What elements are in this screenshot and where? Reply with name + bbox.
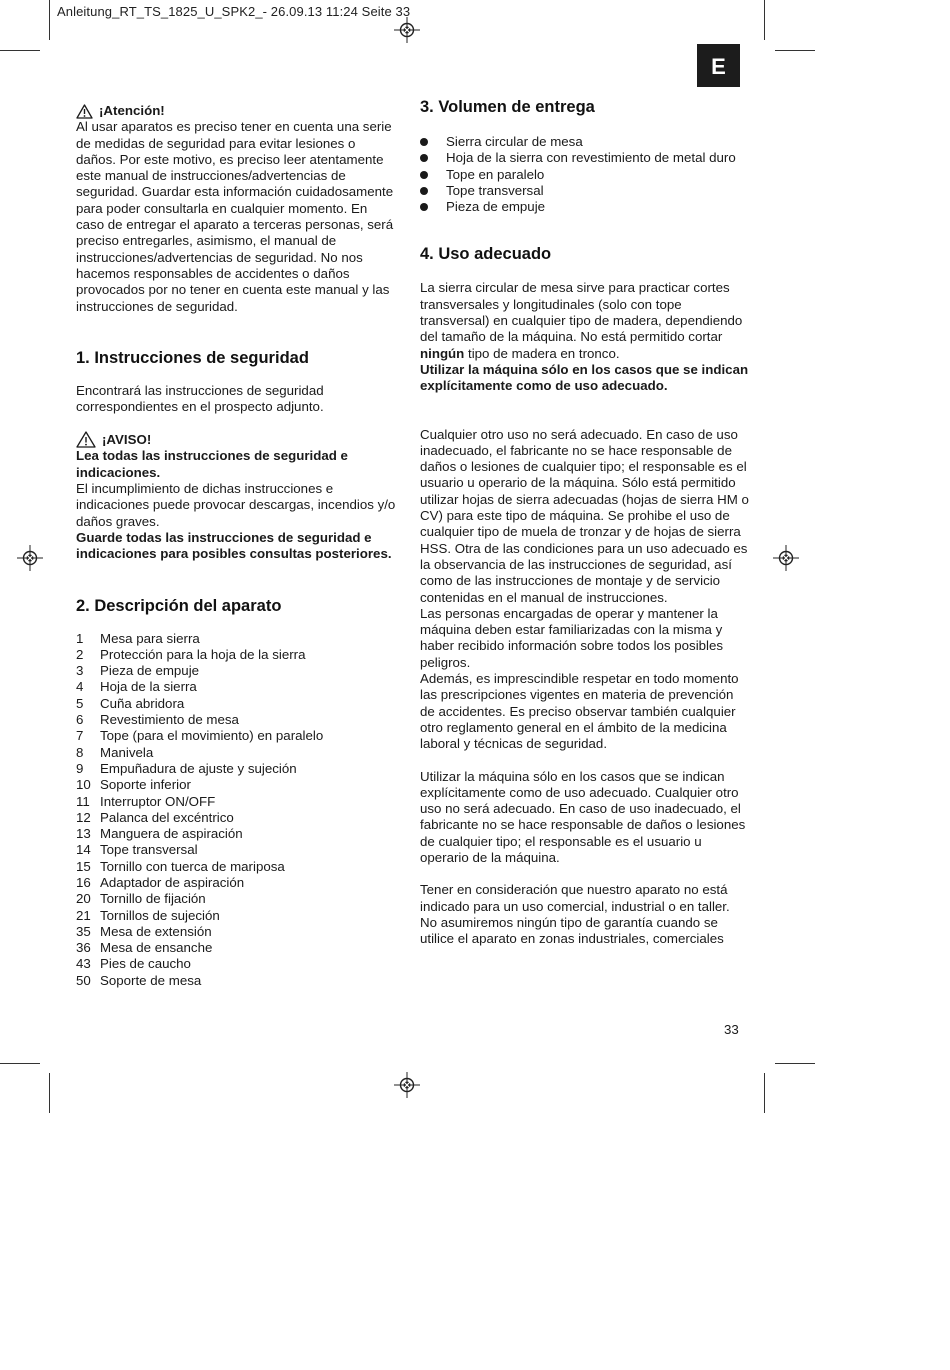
item-number: 35 <box>76 923 91 939</box>
page-number: 33 <box>724 1022 739 1037</box>
item-number: 3 <box>76 663 84 679</box>
bullet-icon <box>420 171 428 179</box>
item-text: Tope en paralelo <box>446 166 545 182</box>
list-item <box>76 696 396 712</box>
aviso-bold-2: Guarde todas las instrucciones de seguridad e indicaciones para posibles consultas posteriores. <box>76 529 392 562</box>
item-text: Pieza de empuje <box>446 199 546 215</box>
item-text: Mesa para sierra <box>100 630 200 646</box>
list-item <box>76 842 396 858</box>
item-text: Palanca del excéntrico <box>100 809 234 825</box>
crop-mark <box>764 1073 765 1113</box>
warning-triangle-icon <box>76 431 96 448</box>
section4-bold-paragraph: Utilizar la máquina sólo en los casos que se indican explícitamente como de uso adecuado. <box>420 361 749 394</box>
print-header: Anleitung_RT_TS_1825_U_SPK2_- 26.09.13 11:24 Seite 33 <box>57 4 411 19</box>
item-number: 15 <box>76 858 91 874</box>
item-text: Cuña abridora <box>100 695 185 711</box>
item-text: Empuñadura de ajuste y sujeción <box>100 760 297 776</box>
crop-mark <box>49 0 50 40</box>
language-tab: E <box>697 44 740 87</box>
list-item <box>76 826 396 842</box>
list-item <box>76 728 396 744</box>
list-item <box>420 183 750 199</box>
section3-heading: 3. Volumen de entrega <box>420 98 595 116</box>
section2-heading: 2. Descripción del aparato <box>76 596 282 615</box>
crop-mark <box>49 1073 50 1113</box>
crop-mark <box>764 0 765 40</box>
list-item <box>76 940 396 956</box>
item-number: 21 <box>76 907 91 923</box>
item-text: Tope (para el movimiento) en paralelo <box>100 728 324 744</box>
registration-mark-icon <box>394 17 420 43</box>
item-text: Hoja de la sierra <box>100 679 197 695</box>
list-item <box>76 810 396 826</box>
bullet-icon <box>420 203 428 211</box>
item-number: 9 <box>76 760 84 776</box>
aviso-text: El incumplimiento de dichas instrucciones e indicaciones puede provocar descargas, incendios y/o daños graves. <box>76 481 396 529</box>
item-number: 10 <box>76 777 91 793</box>
list-item <box>76 712 396 728</box>
aviso-bold-1: Lea todas las instrucciones de seguridad e indicaciones. <box>76 448 348 480</box>
item-text: Tope transversal <box>100 842 198 858</box>
list-item <box>76 679 396 695</box>
item-number: 36 <box>76 940 91 956</box>
left-column <box>76 103 396 989</box>
section4-paragraph: Tener en consideración que nuestro aparato no está indicado para un uso comercial, industrial o en taller. No asumiremos ningún tipo de garantía cuando se utilice el aparato en zonas industriales, comerciales <box>420 882 730 947</box>
item-number: 7 <box>76 728 84 744</box>
list-item <box>76 794 396 810</box>
section1-heading: 1. Instrucciones de seguridad <box>76 348 309 367</box>
paragraph-text: La sierra circular de mesa sirve para practicar cortes transversales y longitudinales (solo con tope transversal) en cualquier tipo de madera, dependiendo del tamaño de la máquina. No está permitido cortar <box>420 280 743 345</box>
list-item <box>76 745 396 761</box>
section4-paragraph <box>420 280 750 361</box>
item-number: 14 <box>76 842 91 858</box>
section4-paragraph: Utilizar la máquina sólo en los casos que se indican explícitamente como de uso adecuado. Cualquier otro uso no será adecuado. En caso de uso inadecuado, el fabricante no se hace responsable de daños o lesiones de cualquier tipo; el responsable es el usuario u operario de la máquina. <box>420 768 746 865</box>
warning-triangle-icon <box>76 104 93 119</box>
list-item <box>76 924 396 940</box>
section4-paragraph: Además, es imprescindible respetar en todo momento las prescripciones vigentes en materia de prevención de accidentes. Es preciso observar también cualquier otro reglamento general en el ámbito de la medicina laboral y técnicas de seguridad. <box>420 671 739 752</box>
registration-mark-icon <box>773 545 799 571</box>
item-text: Manguera de aspiración <box>100 826 243 842</box>
crop-mark <box>775 50 815 51</box>
list-item <box>76 891 396 907</box>
item-text: Hoja de la sierra con revestimiento de metal duro <box>446 150 736 166</box>
list-item <box>76 875 396 891</box>
item-number: 50 <box>76 972 91 988</box>
list-item <box>76 956 396 972</box>
item-number: 4 <box>76 679 84 695</box>
list-item <box>420 167 750 183</box>
item-text: Tornillo con tuerca de mariposa <box>100 858 285 874</box>
item-text: Sierra circular de mesa <box>446 134 583 149</box>
item-text: Revestimiento de mesa <box>100 712 239 728</box>
item-number: 11 <box>76 793 90 809</box>
attention-title: ¡Atención! <box>99 103 165 118</box>
crop-mark <box>0 50 40 51</box>
paragraph-text: tipo de madera en tronco. <box>464 345 620 361</box>
item-text: Pies de caucho <box>100 956 191 972</box>
item-text: Mesa de ensanche <box>100 940 213 956</box>
item-text: Protección para la hoja de la sierra <box>100 646 306 662</box>
item-text: Soporte de mesa <box>100 972 202 988</box>
emphasis-word: ningún <box>420 345 465 361</box>
right-column <box>420 97 750 947</box>
delivery-list <box>420 134 750 215</box>
list-item <box>76 859 396 875</box>
item-number: 13 <box>76 826 91 842</box>
item-text: Interruptor ON/OFF <box>100 793 216 809</box>
list-item <box>76 647 396 663</box>
item-text: Tope transversal <box>446 182 544 198</box>
item-text: Tornillos de sujeción <box>100 907 220 923</box>
item-text: Manivela <box>100 744 154 760</box>
item-number: 20 <box>76 891 91 907</box>
section4-heading: 4. Uso adecuado <box>420 245 552 264</box>
crop-mark <box>775 1063 815 1064</box>
attention-body: Al usar aparatos es preciso tener en cuenta una serie de medidas de seguridad para evitar lesiones o daños. Por este motivo, es preciso leer atentamente este manual de instrucciones/advertencias de seguridad. Guardar esta información cuidadosamente para poder consultarla en cualquier momento. En caso de entregar el aparato a terceras personas, será preciso entregarles, asimismo, el manual de instrucciones/advertencias de seguridad. No nos hacemos responsables de accidentes o daños provocados por no tener en cuenta este manual y las instrucciones de seguridad. <box>76 119 394 314</box>
crop-mark <box>0 1063 40 1064</box>
section4-paragraph: Cualquier otro uso no será adecuado. En caso de uso inadecuado, el fabricante no se hace responsable de daños o lesiones de cualquier tipo; el responsable es el usuario u operario de la máquina. Sólo está permitido utilizar hojas de sierra adecuadas (hojas de sierra HM o CV) para este tipo de máquina. Se prohibe el uso de cualquier tipo de muela de tronzar y de hojas de sierra HSS. Otra de las condiciones para un uso adecuado es la observancia de las instrucciones de seguridad, así como de las instrucciones de montaje y de servicio contenidas en el manual de instrucciones. <box>420 426 749 605</box>
registration-mark-icon <box>17 545 43 571</box>
list-item <box>420 134 750 150</box>
registration-mark-icon <box>394 1072 420 1098</box>
item-text: Tornillo de fijación <box>100 891 206 907</box>
list-item <box>76 761 396 777</box>
item-number: 43 <box>76 956 91 972</box>
bullet-icon <box>420 138 428 146</box>
list-item <box>420 199 750 215</box>
item-text: Adaptador de aspiración <box>100 874 245 890</box>
item-text: Mesa de extensión <box>100 923 212 939</box>
parts-list <box>76 631 396 990</box>
item-text: Soporte inferior <box>100 777 191 793</box>
list-item <box>76 631 396 647</box>
item-text: Pieza de empuje <box>100 663 200 679</box>
item-number: 2 <box>76 646 84 662</box>
item-number: 1 <box>76 630 84 646</box>
list-item <box>76 663 396 679</box>
aviso-title: ¡AVISO! <box>102 431 152 447</box>
aviso-heading <box>76 431 396 448</box>
item-number: 6 <box>76 712 84 728</box>
item-number: 8 <box>76 744 84 760</box>
section1-intro: Encontrará las instrucciones de seguridad correspondientes en el prospecto adjunto. <box>76 382 324 415</box>
list-item <box>420 150 750 166</box>
item-number: 5 <box>76 695 84 711</box>
bullet-icon <box>420 187 428 195</box>
list-item <box>76 777 396 793</box>
item-number: 16 <box>76 874 91 890</box>
bullet-icon <box>420 154 428 162</box>
list-item <box>76 908 396 924</box>
list-item <box>76 973 396 989</box>
section4-paragraph: Las personas encargadas de operar y mantener la máquina deben estar familiarizadas con la misma y haber recibido información sobre todos los posibles peligros. <box>420 605 724 670</box>
item-number: 12 <box>76 809 91 825</box>
attention-heading <box>76 103 396 119</box>
